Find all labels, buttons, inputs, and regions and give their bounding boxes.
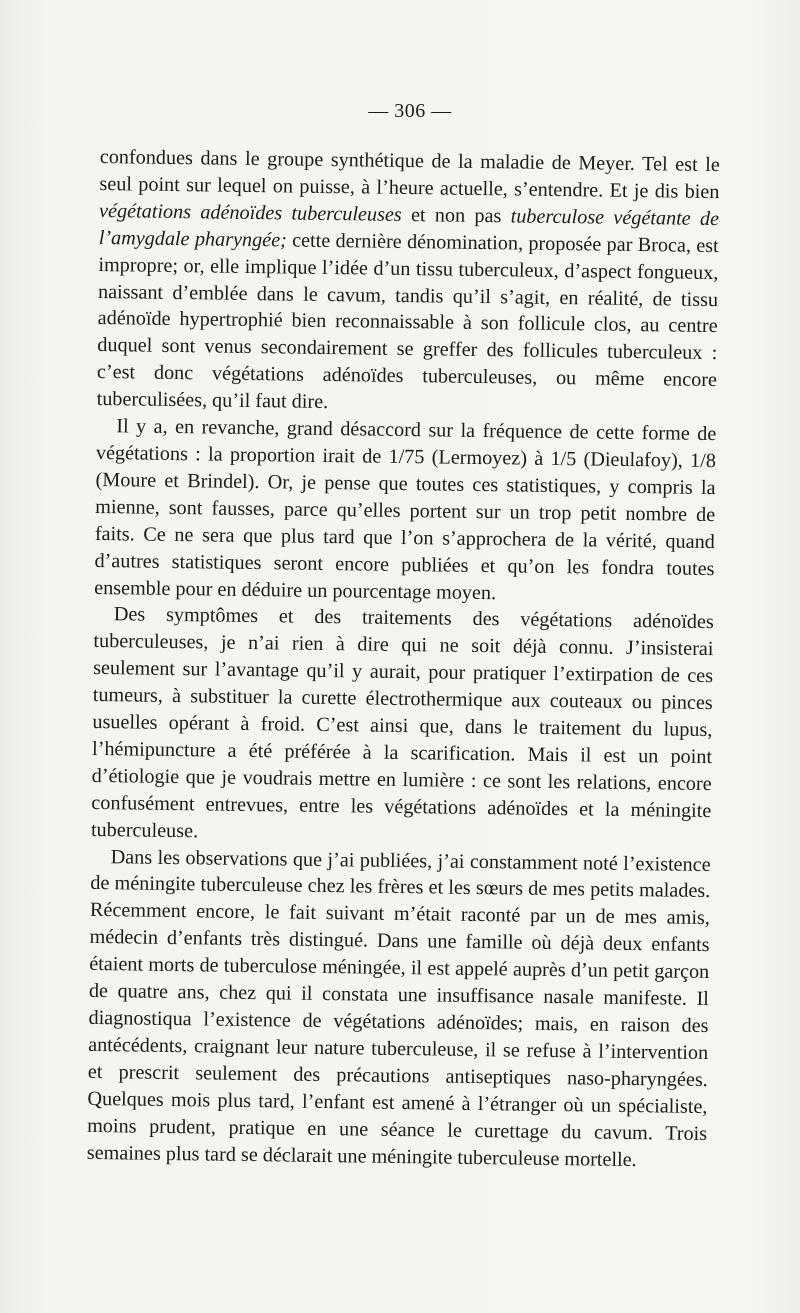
paragraph (94, 413, 716, 609)
italic-run: végétations adénoïdes tuberculeuses (98, 199, 402, 226)
text-run: Il y a, en revanche, grand désaccord sur la fréquence de cette forme de végétations : la proportion irait de 1/75 (Lermoyez) à 1/5 (Dieulafoy), 1/8 (Moure et Brindel). Or, je pense que toutes ces statistiques, y compris la mienne, sont fausses, parce qu’elles portent sur un trop petit nombre de faits. Ce ne sera que plus tard que l’on s’approchera de la vérité, quand d’autres statistiques seront encore publiées et qu’on les fondra toutes ensemble pour en déduire un pourcentage moyen. (94, 415, 717, 604)
text-run: et non pas (401, 203, 511, 228)
page-number: — 306 — (368, 100, 452, 122)
text-run: Des symptômes et des traitements des végétations adénoïdes tuberculeuses, je n’ai rien à dire qui ne soit déjà connu. J’insisterai seulement sur l’avantage qu’il y aurait, pour pratiquer l’extirpation de ces tumeurs, à substituer la curette électrothermique aux couteaux ou pinces usuelles opérant à froid. C’est ainsi que, dans le traitement du lupus, l’hémipuncture a été préférée à la scarification. Mais il est un point d’étiologie que je voudrais mettre en lumière : ce sont les relations, encore confusément entrevues, entre les végétations adénoïdes et la méningite tuberculeuse. (90, 603, 714, 842)
text-run: Dans les observations que j’ai publiées, j’ai constamment noté l’existence de méningite tuberculeuse chez les frères et les sœurs de mes petits malades. Récemment encore, le fait suivant m’était raconté par un de mes amis, médecin d’enfants très distingué. Dans une famille où déjà deux enfants étaient morts de tuberculose méningée, il est appelé auprès d’un petit garçon de quatre ans, chez qui il constata une insuffisance nasale manifeste. Il diagnostiqua l’existence de végétations adénoïdes; mais, en raison des antécédents, craignant leur nature tuberculeuse, il se refuse à l’intervention et prescrit seulement des précautions antiseptiques naso-pharyngées. Quelques mois plus tard, l’enfant est amené à l’étranger où un spécialiste, moins prudent, pratique en une séance le curettage du cavum. Trois semaines plus tard se déclarait une méningite tuberculeuse mortelle. (86, 845, 711, 1171)
text-run: cette dernière dénomination, proposée par Broca, est impropre; or, elle implique l’idée d’un tissu tuberculeux, d’aspect fongueux, naissant d’emblée dans le cavum, tandis qu’il s’agit, en réalité, de tissu adénoïde hypertrophié bien reconnaissable à son follicule clos, au centre duquel sont venus secondairement se greffer des follicules tuberculeux : c’est donc végétations adénoïdes tuberculeuses, ou même encore tuberculisées, qu’il faut dire. (96, 229, 719, 414)
paragraph (91, 601, 714, 851)
body-text (87, 144, 720, 1174)
text-run: confondues dans le groupe synthétique de la maladie de Meyer. Tel est le seul point sur lequel on puisse, à l’heure actuelle, s’entendre. Et je dis bien (99, 145, 720, 204)
paragraph (87, 844, 711, 1175)
paragraph (96, 144, 719, 421)
italic-run: tuberculose végétante de l’amygdale pharyngée; (98, 205, 720, 252)
